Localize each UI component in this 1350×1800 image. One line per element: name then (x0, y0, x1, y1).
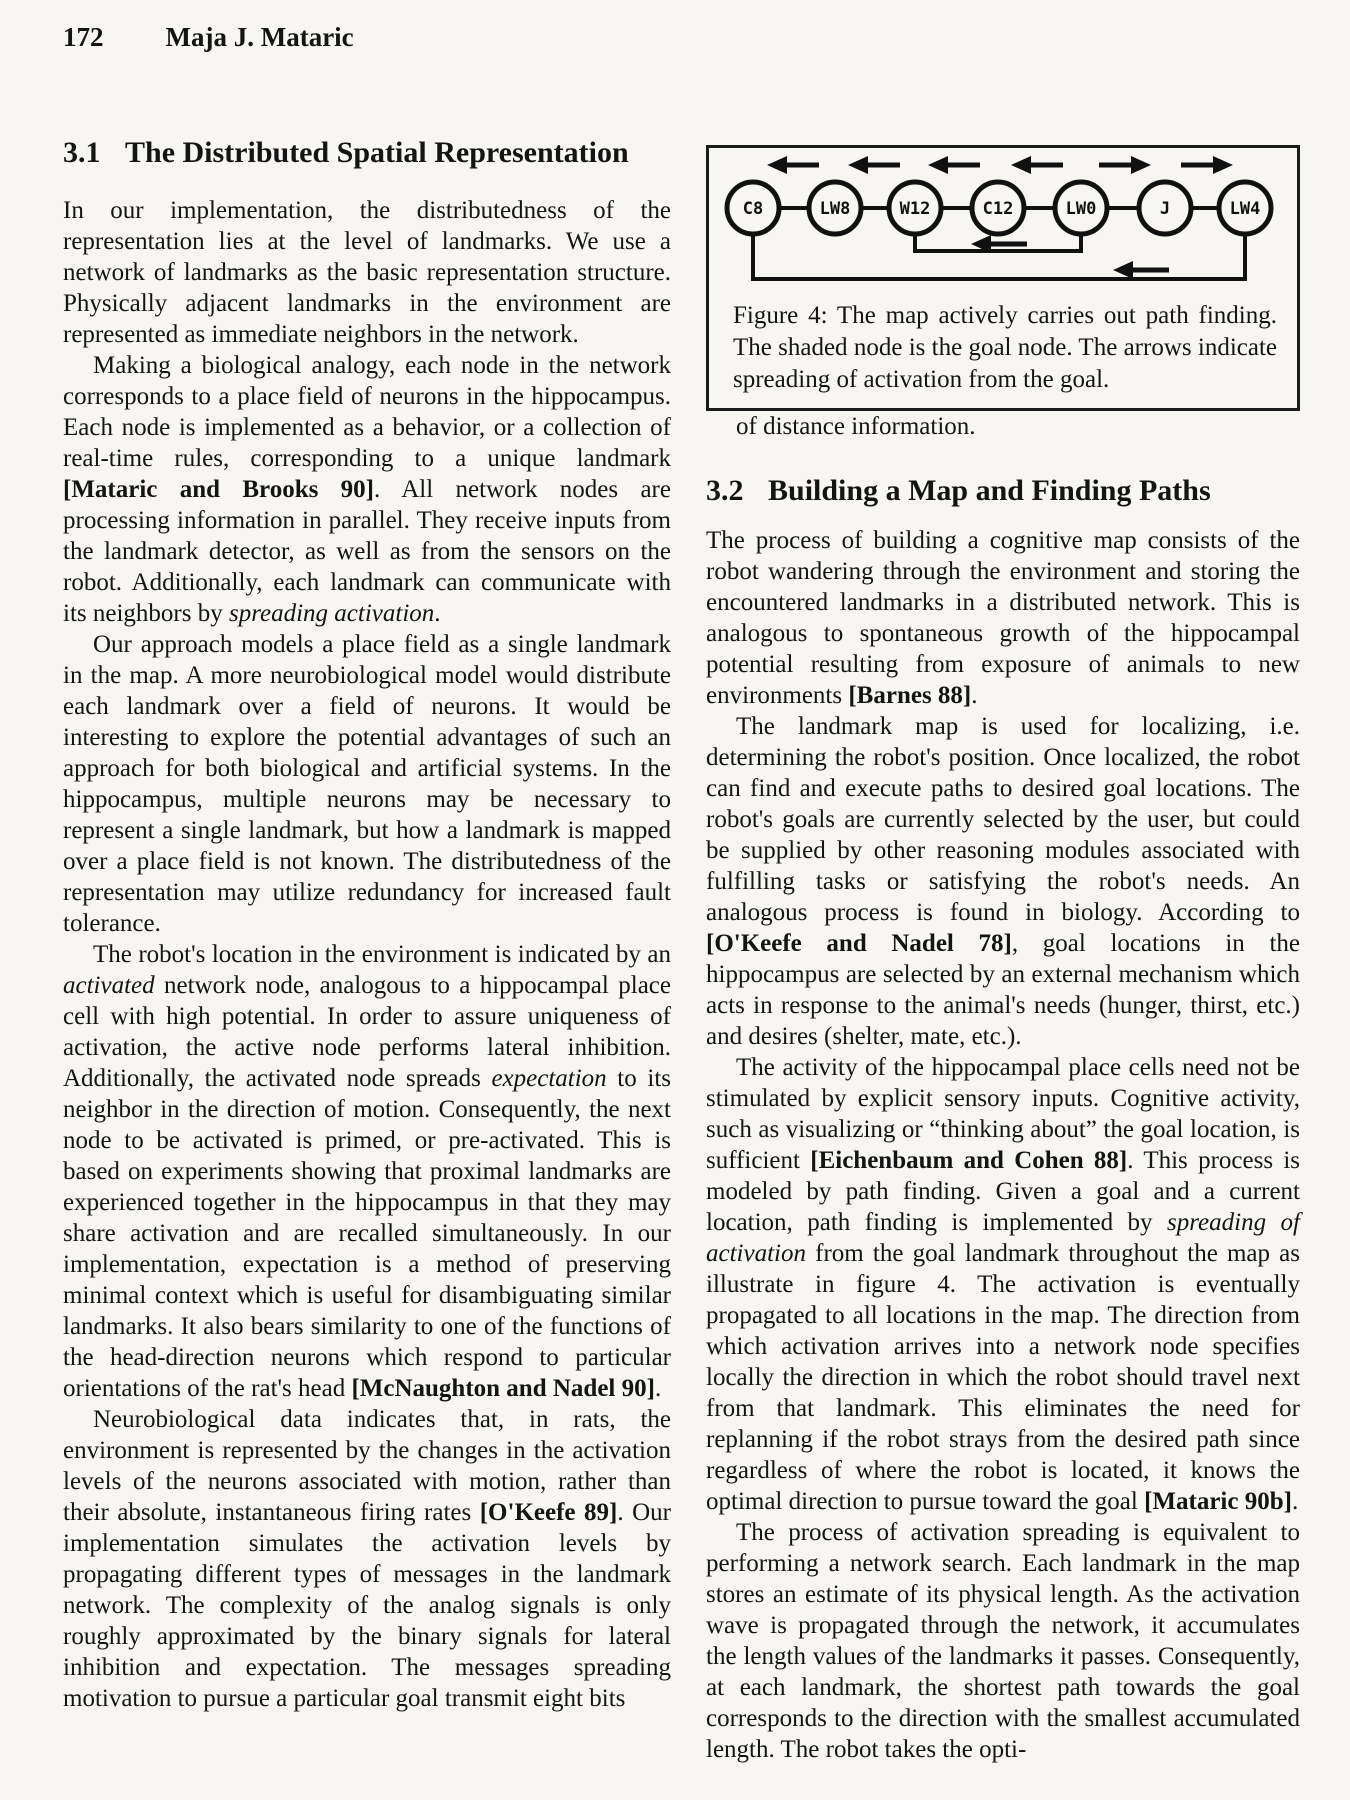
node-label: C12 (982, 199, 1014, 219)
section-heading-3-2 (706, 472, 1300, 509)
node-label: J (1159, 199, 1171, 219)
section-title: Building a Map and Finding Paths (768, 474, 1211, 507)
paragraph: Neurobiological data indicates that, in rats, the environment is represented by the changes in the activation levels of the neurons associated with motion, rather than their absolute, instantaneous firing rates [O'Keefe 89]. Our implementation simulates the activation levels by propagating different types of messages in the landmark network. The complexity of the analog signals is only roughly approximated by the binary signals for lateral inhibition and expectation. The messages spreading motivation to pursue a particular goal transmit eight bits (63, 1406, 671, 1712)
section-number: 3.1 (63, 136, 101, 169)
figure-4-box (706, 145, 1300, 411)
arrow-left-icon (1113, 261, 1169, 279)
paragraph: In our implementation, the distributedness of the representation lies at the level of landmarks. We use a network of landmarks as the basic representation structure. Physically adjacent landmarks in the environment are represented as immediate neighbors in the network. (63, 197, 671, 348)
node-w12 (889, 182, 941, 234)
node-label: LW0 (1065, 199, 1097, 219)
paragraph-fragment: of distance information. (736, 413, 976, 440)
node-c8 (727, 182, 779, 234)
node-label: C8 (742, 199, 764, 219)
paragraph: Making a biological analogy, each node in the network corresponds to a place field of neurons in the hippocampus. Each node is implemented as a behavior, or a collection of real-time rules, corresponding to a unique landmark [Mataric and Brooks 90]. All network nodes are processing information in parallel. They receive inputs from the landmark detector, as well as from the sensors on the robot. Additionally, each landmark can communicate with its neighbors by spreading activation. (63, 352, 671, 627)
section-title: The Distributed Spatial Representation (125, 136, 629, 169)
section-heading-3-1 (63, 134, 671, 171)
node-label: W12 (899, 199, 931, 219)
bypass-edge-c8-lw4 (753, 234, 1245, 279)
running-author: Maja J. Mataric (165, 22, 354, 52)
figure-caption: Figure 4: The map actively carries out path finding. The shaded node is the goal node. The arrows indicate spreading of activation from the goal. (733, 302, 1277, 393)
arrow-left-icon (767, 156, 819, 174)
node-j (1139, 182, 1191, 234)
paragraph: The process of activation spreading is equivalent to performing a network search. Each landmark in the map stores an estimate of its physical length. As the activation wave is propagated through the network, it accumulates the length values of the landmarks it passes. Consequently, at each landmark, the shortest path towards the goal corresponds to the direction with the smallest accumulated length. The robot takes the opti- (706, 1519, 1300, 1763)
paragraph: The landmark map is used for localizing, i.e. determining the robot's position. Once localized, the robot can find and execute paths to desired goal locations. The robot's goals are currently selected by the user, but could be supplied by other reasoning modules associated with fulfilling tasks or satisfying the robot's needs. An analogous process is found in biology. According to [O'Keefe and Nadel 78], goal locations in the hippocampus are selected by an external mechanism which acts in response to the animal's needs (hunger, thirst, etc.) and desires (shelter, mate, etc.). (706, 713, 1300, 1050)
left-column (63, 134, 671, 1714)
arrow-left-icon (848, 156, 900, 174)
node-c12 (972, 182, 1024, 234)
node-lw0-goal (1055, 182, 1107, 234)
paragraph: The robot's location in the environment is indicated by an activated network node, analogous to a hippocampal place cell with high potential. In order to assure uniqueness of activation, the active node performs lateral inhibition. Additionally, the activated node spreads expectation to its neighbor in the direction of motion. Consequently, the next node to be activated is primed, or pre-activated. This is based on experiments showing that proximal landmarks are experienced together in the hippocampus in that they may share activation and are recalled simultaneously. In our implementation, expectation is a method of preserving minimal context which is useful for disambiguating similar landmarks. It also bears similarity to one of the functions of the head-direction neurons which respond to particular orientations of the rat's head [McNaughton and Nadel 90]. (63, 941, 671, 1402)
section-number: 3.2 (706, 474, 744, 507)
page-number: 172 (63, 22, 104, 52)
node-label: LW8 (819, 199, 851, 219)
arrow-left-icon (928, 156, 980, 174)
running-header (63, 22, 354, 53)
arrow-left-icon (1011, 156, 1063, 174)
node-lw8 (809, 182, 861, 234)
paragraph: The process of building a cognitive map consists of the robot wandering through the environment and storing the encountered landmarks in a distributed network. This is analogous to spontaneous growth of the hippocampal potential resulting from exposure of animals to new environments [Barnes 88]. (706, 527, 1300, 709)
node-lw4 (1219, 182, 1271, 234)
arrow-right-icon (1099, 156, 1151, 174)
node-label: LW4 (1229, 199, 1261, 219)
right-column (706, 145, 1300, 1765)
figure-4-diagram (709, 148, 1297, 298)
paragraph: The activity of the hippocampal place cells need not be stimulated by explicit sensory inputs. Cognitive activity, such as visualizing or “thinking about” the goal location, is sufficient [Eichenbaum and Cohen 88]. This process is modeled by path finding. Given a goal and a current location, path finding is implemented by spreading of activation from the goal landmark throughout the map as illustrate in figure 4. The activation is eventually propagated to all locations in the map. The direction from which activation arrives into a network node specifies locally the direction in which the robot should travel next from that landmark. This eliminates the need for replanning if the robot strays from the desired path since regardless of where the robot is located, it knows the optimal direction to pursue toward the goal [Mataric 90b]. (706, 1054, 1300, 1515)
paragraph: Our approach models a place field as a single landmark in the map. A more neurobiological model would distribute each landmark over a field of neurons. It would be interesting to explore the potential advantages of such an approach for both biological and artificial systems. In the hippocampus, multiple neurons may be necessary to represent a single landmark, but how a landmark is mapped over a place field is not known. The distributedness of the representation may utilize redundancy for increased fault tolerance. (63, 631, 671, 937)
arrow-right-icon (1181, 156, 1233, 174)
